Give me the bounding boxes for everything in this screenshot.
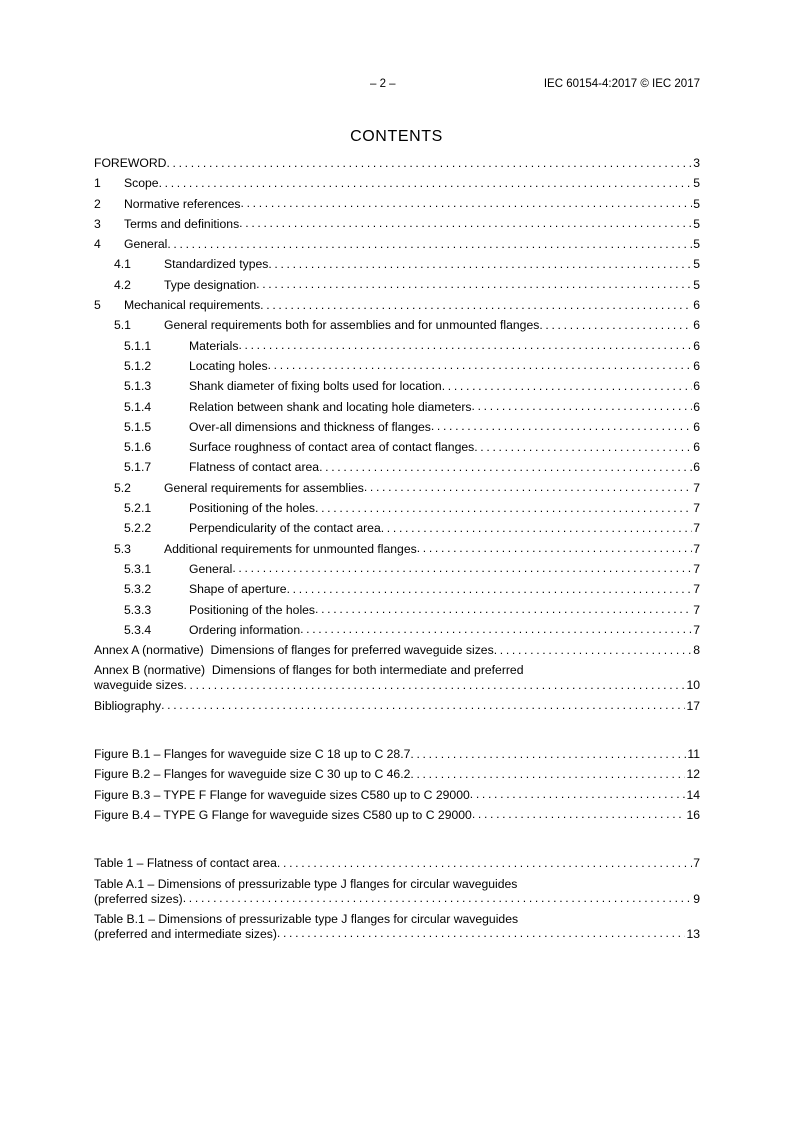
toc-entry-label: Table 1 – Flatness of contact area bbox=[94, 856, 277, 871]
toc-entry-label-line1: Annex B (normative) Dimensions of flanges for both intermediate and preferred bbox=[94, 663, 524, 678]
leader-dots bbox=[287, 582, 693, 597]
toc-entry[interactable] bbox=[94, 663, 700, 693]
toc-page-number: 7 bbox=[693, 521, 700, 536]
toc-entry-label: Positioning of the holes bbox=[189, 602, 316, 617]
leader-dots bbox=[256, 277, 692, 292]
toc-entry[interactable] bbox=[94, 339, 700, 354]
toc-page-number: 17 bbox=[686, 698, 700, 713]
leader-dots bbox=[410, 767, 685, 782]
toc-entry-label: Materials bbox=[189, 338, 239, 353]
leader-dots bbox=[472, 807, 686, 822]
toc-page-number: 6 bbox=[693, 338, 700, 353]
leader-dots bbox=[232, 561, 692, 576]
leader-dots bbox=[277, 926, 686, 941]
toc-entry[interactable] bbox=[94, 501, 700, 516]
tables-group-spacer bbox=[94, 828, 700, 856]
toc-entry-label: Standardized types bbox=[164, 257, 269, 272]
toc-page-number: 7 bbox=[693, 582, 700, 597]
leader-dots bbox=[381, 521, 692, 536]
table-of-contents bbox=[94, 156, 700, 947]
toc-entry[interactable] bbox=[94, 603, 700, 618]
toc-entry-label-line2: (preferred sizes) bbox=[94, 891, 183, 906]
leader-dots bbox=[166, 156, 692, 171]
toc-page-number: 7 bbox=[693, 541, 700, 556]
toc-entry-number: 5.3.1 bbox=[124, 561, 152, 576]
toc-entry-label-line2-row bbox=[94, 678, 700, 693]
leader-dots bbox=[159, 176, 693, 191]
toc-entry[interactable] bbox=[94, 808, 700, 823]
toc-page-number: 6 bbox=[693, 358, 700, 373]
leader-dots bbox=[167, 237, 692, 252]
toc-entry-label: Surface roughness of contact area of contact flanges bbox=[189, 440, 475, 455]
leader-dots bbox=[239, 216, 692, 231]
toc-entry-label: FOREWORD bbox=[94, 156, 167, 170]
toc-page-number: 16 bbox=[686, 807, 700, 822]
toc-entry-number: 5.1.1 bbox=[124, 338, 152, 353]
toc-entry-number: 5.2 bbox=[114, 480, 131, 495]
toc-entry[interactable] bbox=[94, 788, 700, 803]
document-reference: IEC 60154-4:2017 © IEC 2017 bbox=[543, 78, 700, 90]
toc-page-number: 14 bbox=[686, 787, 700, 802]
toc-entry[interactable] bbox=[94, 542, 700, 557]
leader-dots bbox=[238, 338, 692, 353]
toc-entry[interactable] bbox=[94, 359, 700, 374]
toc-entry[interactable] bbox=[94, 197, 700, 212]
leader-dots bbox=[417, 541, 693, 556]
toc-entry-label: Bibliography bbox=[94, 698, 162, 713]
toc-entry-number: 2 bbox=[94, 196, 101, 211]
leader-dots bbox=[431, 419, 692, 434]
toc-entry-label: Figure B.3 – TYPE F Flange for waveguide sizes C580 up to C 29000 bbox=[94, 787, 470, 802]
leader-dots bbox=[260, 298, 692, 313]
toc-page-number: 5 bbox=[693, 257, 700, 272]
toc-entry-label: Relation between shank and locating hole diameters bbox=[189, 399, 472, 414]
toc-entry-label: Type designation bbox=[164, 277, 257, 292]
toc-entry-label: Figure B.2 – Flanges for waveguide size C 30 up to C 46.2 bbox=[94, 767, 411, 782]
leader-dots bbox=[494, 643, 693, 658]
leader-dots bbox=[183, 678, 685, 693]
toc-entry-number: 3 bbox=[94, 216, 101, 231]
leader-dots bbox=[241, 196, 693, 211]
leader-dots bbox=[470, 787, 686, 802]
toc-tables-group bbox=[94, 856, 700, 942]
toc-page-number: 7 bbox=[693, 602, 700, 617]
toc-page-number: 6 bbox=[693, 440, 700, 455]
toc-entry[interactable] bbox=[94, 912, 700, 942]
toc-entry[interactable] bbox=[94, 521, 700, 536]
toc-page-number: 6 bbox=[693, 379, 700, 394]
toc-page-number: 10 bbox=[686, 678, 700, 693]
toc-entry-number: 4.1 bbox=[114, 257, 131, 272]
leader-dots bbox=[442, 379, 693, 394]
toc-entry[interactable] bbox=[94, 420, 700, 435]
toc-page-number: 13 bbox=[686, 926, 700, 941]
toc-figures-group bbox=[94, 747, 700, 823]
toc-entry[interactable] bbox=[94, 460, 700, 475]
toc-entry[interactable] bbox=[94, 298, 700, 313]
toc-entry[interactable] bbox=[94, 379, 700, 394]
figures-group-spacer bbox=[94, 719, 700, 747]
toc-page-number: 6 bbox=[693, 419, 700, 434]
toc-entry-number: 5.2.1 bbox=[124, 501, 152, 516]
leader-dots bbox=[161, 698, 685, 713]
toc-page-number: 7 bbox=[693, 480, 700, 495]
leader-dots bbox=[474, 440, 692, 455]
toc-entry-label: Shank diameter of fixing bolts used for location bbox=[189, 379, 442, 394]
toc-page-number: 3 bbox=[693, 156, 700, 170]
toc-entry[interactable] bbox=[94, 217, 700, 232]
toc-entry-number: 5.3.2 bbox=[124, 582, 152, 597]
toc-entry-label-line2-row bbox=[94, 892, 700, 907]
toc-entry-label: Ordering information bbox=[189, 622, 301, 637]
toc-entry-number: 5.3.3 bbox=[124, 602, 152, 617]
toc-entry-number: 5.1.2 bbox=[124, 358, 152, 373]
toc-page-number: 8 bbox=[693, 643, 700, 658]
leader-dots bbox=[364, 480, 692, 495]
toc-entry[interactable] bbox=[94, 582, 700, 597]
toc-page-number: 7 bbox=[693, 501, 700, 516]
toc-entry-label: Over-all dimensions and thickness of flanges bbox=[189, 419, 431, 434]
leader-dots bbox=[277, 856, 692, 871]
toc-entry-number: 5.3 bbox=[114, 541, 131, 556]
toc-entry[interactable] bbox=[94, 623, 700, 638]
leader-dots bbox=[410, 747, 686, 762]
toc-entry-number: 5.1.3 bbox=[124, 379, 152, 394]
toc-page-number: 7 bbox=[693, 856, 700, 871]
leader-dots bbox=[319, 460, 692, 475]
toc-entry-label: Annex A (normative) Dimensions of flanges for preferred waveguide sizes bbox=[94, 643, 494, 658]
toc-entry-number: 5 bbox=[94, 298, 101, 313]
toc-entry[interactable] bbox=[94, 176, 700, 191]
toc-entry-label-line1: Table B.1 – Dimensions of pressurizable type J flanges for circular waveguides bbox=[94, 911, 519, 926]
leader-dots bbox=[472, 399, 693, 414]
toc-entry-number: 5.1 bbox=[114, 318, 131, 333]
toc-entry-number: 4.2 bbox=[114, 277, 131, 292]
toc-entry-label: Figure B.1 – Flanges for waveguide size C 18 up to C 28.7 bbox=[94, 747, 411, 762]
toc-entry[interactable] bbox=[94, 767, 700, 782]
toc-page-number: 7 bbox=[693, 561, 700, 576]
toc-entry-number: 5.1.5 bbox=[124, 419, 152, 434]
toc-entry[interactable] bbox=[94, 400, 700, 415]
leader-dots bbox=[539, 318, 692, 333]
toc-entry-label: General bbox=[124, 237, 168, 252]
leader-dots bbox=[315, 602, 692, 617]
toc-entry-label: Positioning of the holes bbox=[189, 501, 316, 516]
toc-entry-number: 5.1.7 bbox=[124, 460, 152, 475]
toc-entry-label: Perpendicularity of the contact area bbox=[189, 521, 381, 536]
toc-entry[interactable] bbox=[94, 481, 700, 496]
toc-entry[interactable] bbox=[94, 747, 700, 762]
toc-entry-label: Normative references bbox=[124, 196, 241, 211]
toc-entry-label-line2-row bbox=[94, 927, 700, 942]
toc-page-number: 5 bbox=[693, 237, 700, 252]
leader-dots bbox=[300, 622, 692, 637]
toc-page-number: 7 bbox=[693, 622, 700, 637]
page-folio: – 2 – bbox=[370, 78, 396, 90]
toc-entry-number: 4 bbox=[94, 237, 101, 252]
toc-entry-label: Mechanical requirements bbox=[124, 298, 261, 313]
toc-page-number: 5 bbox=[693, 277, 700, 292]
toc-entry[interactable] bbox=[94, 257, 700, 272]
toc-entry-label: Locating holes bbox=[189, 358, 268, 373]
toc-entry[interactable] bbox=[94, 643, 700, 658]
toc-entry-label: Figure B.4 – TYPE G Flange for waveguide sizes C580 up to C 29000 bbox=[94, 807, 472, 822]
toc-page-number: 6 bbox=[693, 318, 700, 333]
toc-page-number: 5 bbox=[693, 216, 700, 231]
toc-entry-label: Shape of aperture bbox=[189, 582, 287, 597]
toc-entry-label: General requirements for assemblies bbox=[164, 480, 364, 495]
toc-entry-label: General requirements both for assemblies and for unmounted flanges bbox=[164, 318, 540, 333]
toc-entry[interactable] bbox=[94, 278, 700, 293]
toc-page-number: 5 bbox=[693, 176, 700, 191]
toc-page-number: 6 bbox=[693, 399, 700, 414]
toc-page-number: 6 bbox=[693, 460, 700, 475]
page-header bbox=[94, 76, 700, 92]
toc-entry-number: 5.2.2 bbox=[124, 521, 152, 536]
toc-entry[interactable] bbox=[94, 562, 700, 577]
page-title: CONTENTS bbox=[350, 128, 443, 145]
toc-entry[interactable] bbox=[94, 318, 700, 333]
toc-page-number: 11 bbox=[687, 747, 700, 762]
toc-entry-label-line1: Table A.1 – Dimensions of pressurizable type J flanges for circular waveguides bbox=[94, 876, 518, 891]
toc-entry-number: 5.1.4 bbox=[124, 399, 152, 414]
toc-entry[interactable] bbox=[94, 440, 700, 455]
toc-page-number: 5 bbox=[693, 196, 700, 211]
toc-entry-label-line2: waveguide sizes bbox=[94, 678, 184, 693]
toc-page-number: 9 bbox=[693, 891, 700, 906]
toc-entry-label: Scope bbox=[124, 176, 159, 191]
toc-page-number: 12 bbox=[686, 767, 700, 782]
toc-entry-label: Terms and definitions bbox=[124, 216, 240, 231]
leader-dots bbox=[268, 358, 693, 373]
toc-entry-number: 5.3.4 bbox=[124, 622, 152, 637]
leader-dots bbox=[268, 257, 692, 272]
toc-entry-label: Flatness of contact area bbox=[189, 460, 320, 475]
toc-entry[interactable] bbox=[94, 156, 700, 171]
toc-entry-label: General bbox=[189, 561, 233, 576]
toc-entry-number: 5.1.6 bbox=[124, 440, 152, 455]
toc-entry-number: 1 bbox=[94, 176, 101, 191]
toc-entry-label: Additional requirements for unmounted flanges bbox=[164, 541, 417, 556]
toc-clauses-group bbox=[94, 156, 700, 638]
toc-annexes-group bbox=[94, 643, 700, 714]
toc-entry[interactable] bbox=[94, 856, 700, 871]
toc-entry[interactable] bbox=[94, 237, 700, 252]
toc-entry[interactable] bbox=[94, 699, 700, 714]
toc-entry[interactable] bbox=[94, 877, 700, 907]
toc-page-number: 6 bbox=[693, 298, 700, 313]
toc-entry-label-line2: (preferred and intermediate sizes) bbox=[94, 926, 277, 941]
leader-dots bbox=[315, 501, 692, 516]
leader-dots bbox=[183, 891, 692, 906]
